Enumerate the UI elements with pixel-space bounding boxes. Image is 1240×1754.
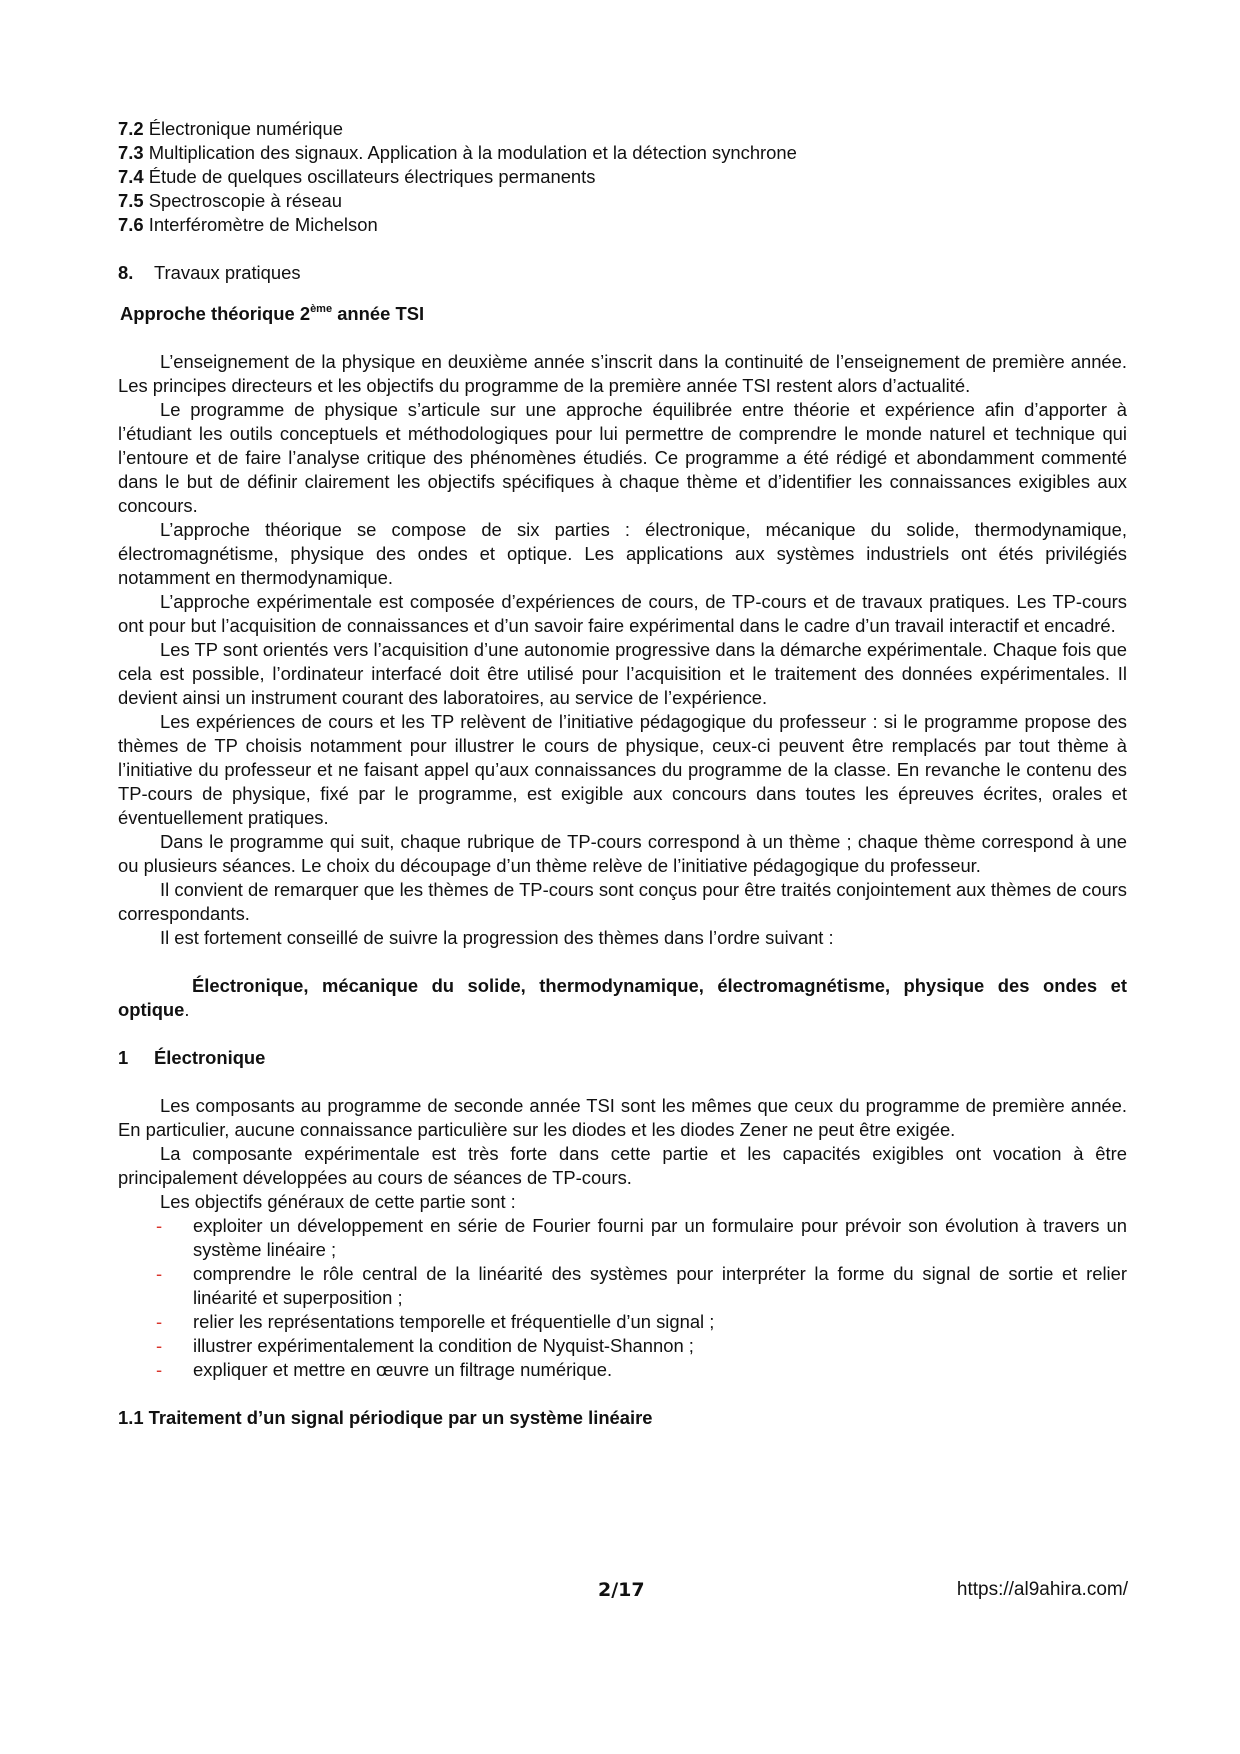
intro-body xyxy=(118,350,1127,950)
toc-item: 7.6 Interféromètre de Michelson xyxy=(118,214,378,235)
paragraph: Les TP sont orientés vers l’acquisition d’une autonomie progressive dans la démarche expérimentale. Chaque fois que cela est possible, l’ordinateur interfacé doit être utilisé pour l’acquisition et le traitement des données expérimentales. Il devient ainsi un instrument courant des laboratoires, au service de l’expérience. xyxy=(118,639,1127,708)
toc-item: 7.4 Étude de quelques oscillateurs électriques permanents xyxy=(118,166,596,187)
section-1-heading: 1 Électronique xyxy=(118,1047,266,1068)
progression-order: Électronique, mécanique du solide, thermodynamique, électromagnétisme, physique des ondes et optique. xyxy=(118,975,1127,1020)
list-item: - comprendre le rôle central de la linéarité des systèmes pour interpréter la forme du signal de sortie et relier linéarité et superposition ; xyxy=(156,1263,1127,1308)
paragraph: L’approche théorique se compose de six parties : électronique, mécanique du solide, thermodynamique, électromagnétisme, physique des ondes et optique. Les applications aux systèmes industriels ont étés privilégiés notamment en thermodynamique. xyxy=(118,519,1127,588)
list-item: - exploiter un développement en série de Fourier fourni par un formulaire pour prévoir son évolution à travers un système linéaire ; xyxy=(156,1215,1127,1260)
source-url[interactable]: https://al9ahira.com/ xyxy=(956,1579,1128,1600)
list-item: - relier les représentations temporelle et fréquentielle d’un signal ; xyxy=(156,1311,715,1332)
paragraph: Les objectifs généraux de cette partie sont : xyxy=(160,1191,516,1212)
dash-bullet-icon: - xyxy=(156,1263,163,1284)
document-page xyxy=(118,117,1127,1430)
dash-bullet-icon: - xyxy=(156,1215,163,1236)
dash-bullet-icon: - xyxy=(156,1311,163,1332)
list-item: - expliquer et mettre en œuvre un filtrage numérique. xyxy=(156,1359,613,1380)
paragraph: L’approche expérimentale est composée d’expériences de cours, de TP-cours et de travaux pratiques. Les TP-cours ont pour but l’acquisition de connaissances et d’un savoir faire expérimental dans le cadre d’un travail interactif et encadré. xyxy=(118,591,1127,636)
table-of-contents xyxy=(118,117,1127,237)
paragraph: Il est fortement conseillé de suivre la progression des thèmes dans l’ordre suivant : xyxy=(160,927,834,948)
paragraph: Il convient de remarquer que les thèmes de TP-cours sont conçus pour être traités conjointement aux thèmes de cours correspondants. xyxy=(118,879,1127,924)
page-number: 2/17 xyxy=(598,1579,645,1601)
page-footer xyxy=(0,1578,1240,1604)
dash-bullet-icon: - xyxy=(156,1359,163,1380)
subsection-1-1-heading: 1.1 Traitement d’un signal périodique par un système linéaire xyxy=(118,1407,653,1428)
section-8-heading: 8. Travaux pratiques xyxy=(118,262,301,283)
toc-item: 7.5 Spectroscopie à réseau xyxy=(118,190,342,211)
paragraph: Les expériences de cours et les TP relèvent de l’initiative pédagogique du professeur : si le programme propose des thèmes de TP choisis notamment pour illustrer le cours de physique, ceux-ci peuvent être remplacés par tout thème à l’initiative du professeur et ne faisant appel qu’aux connaissances du programme de la classe. En revanche le contenu des TP-cours de physique, fixé par le programme, est exigible aux concours dans toutes les épreuves écrites, orales et éventuellement pratiques. xyxy=(118,711,1127,828)
section-1-body xyxy=(118,1094,1127,1382)
list-item: - illustrer expérimentalement la condition de Nyquist-Shannon ; xyxy=(156,1335,694,1356)
paragraph: Dans le programme qui suit, chaque rubrique de TP-cours correspond à un thème ; chaque thème correspond à une ou plusieurs séances. Le choix du découpage d’un thème relève de l’initiative pédagogique du professeur. xyxy=(118,831,1127,876)
objectives-list xyxy=(118,1214,1127,1382)
dash-bullet-icon: - xyxy=(156,1335,163,1356)
paragraph: Les composants au programme de seconde année TSI sont les mêmes que ceux du programme de première année. En particulier, aucune connaissance particulière sur les diodes et les diodes Zener ne peut être exigée. xyxy=(118,1095,1127,1140)
toc-item: 7.2 Électronique numérique xyxy=(118,118,343,139)
toc-item: 7.3 Multiplication des signaux. Application à la modulation et la détection synchrone xyxy=(118,142,797,163)
paragraph: Le programme de physique s’articule sur une approche équilibrée entre théorie et expérience afin d’apporter à l’étudiant les outils conceptuels et méthodologiques pour lui permettre de comprendre le monde naturel et technique qui l’entoure et de faire l’analyse critique des phénomènes étudiés. Ce programme a été rédigé et abondamment commenté dans le but de définir clairement les objectifs spécifiques à chaque thème et d’identifier les connaissances exigibles aux concours. xyxy=(118,399,1127,516)
approach-heading: Approche théorique 2ème année TSI xyxy=(120,303,425,324)
paragraph: La composante expérimentale est très forte dans cette partie et les capacités exigibles ont vocation à être principalement développées au cours de séances de TP-cours. xyxy=(118,1143,1127,1188)
paragraph: L’enseignement de la physique en deuxième année s’inscrit dans la continuité de l’enseignement de première année. Les principes directeurs et les objectifs du programme de la première année TSI restent alors d’actualité. xyxy=(118,351,1127,396)
